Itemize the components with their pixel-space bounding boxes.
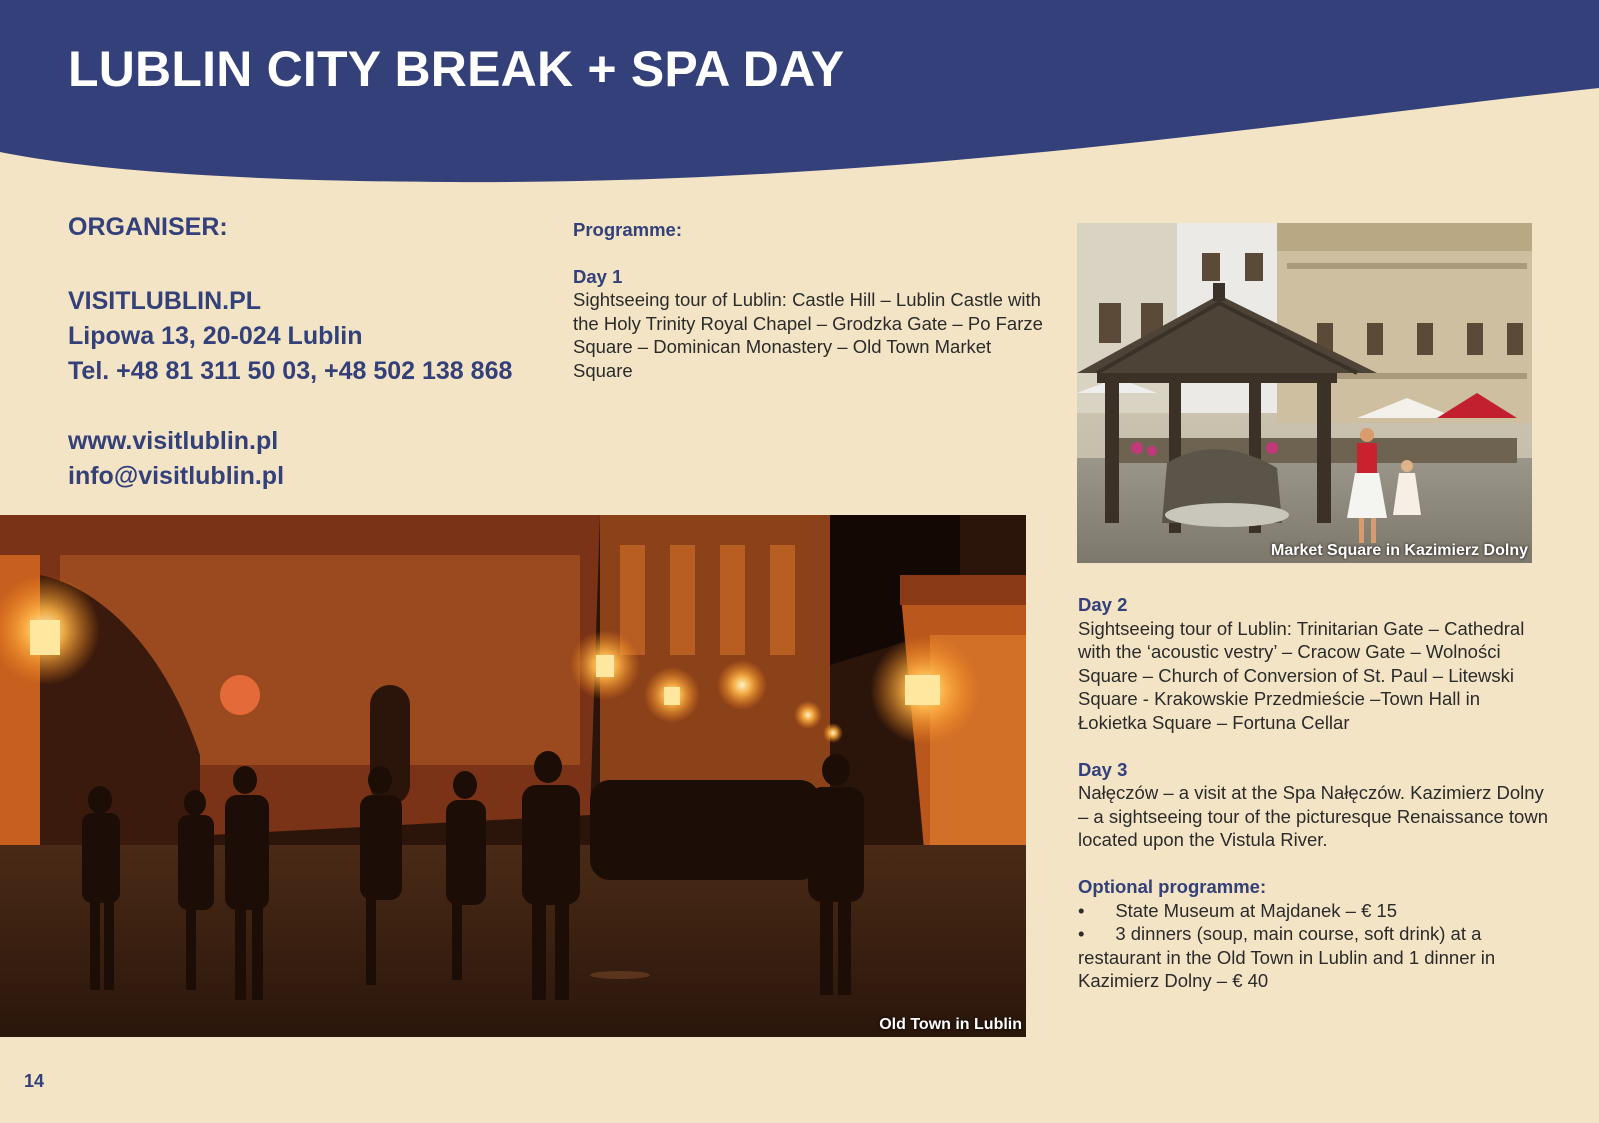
old-town-photo-caption: Old Town in Lublin bbox=[879, 1016, 1022, 1033]
programme-heading: Programme: bbox=[573, 219, 682, 240]
old-town-image bbox=[0, 515, 1026, 1037]
day-title: Day 2 bbox=[1078, 594, 1128, 615]
market-square-photo bbox=[1077, 223, 1532, 563]
optional-title: Optional programme: bbox=[1078, 876, 1267, 897]
optional-item: • State Museum at Majdanek – € 15 bbox=[1078, 899, 1398, 921]
day-text: Sightseeing tour of Lublin: Trinitarian Gate – Cathedral with the ‘acoustic vestry’ – Cracow Gate – Wolności Square – Church of Conversion of St. Paul – Litewski Square - Krakowskie Przedmieście –Town Hall in Łokietka Square – Fortuna Cellar bbox=[1078, 617, 1525, 733]
organiser-phone: Tel. +48 81 311 50 03, +48 502 138 868 bbox=[68, 357, 513, 385]
page-number: 14 bbox=[24, 1071, 45, 1091]
market-photo-caption: Market Square in Kazimierz Dolny bbox=[1271, 542, 1528, 559]
day-3 bbox=[1078, 758, 1548, 852]
organiser-section bbox=[68, 213, 512, 494]
organiser-email-link[interactable]: info@visitlublin.pl bbox=[68, 462, 285, 490]
programme-section bbox=[573, 218, 1043, 406]
day-1 bbox=[573, 265, 1043, 383]
day-title: Day 3 bbox=[1078, 758, 1128, 780]
optional-programme bbox=[1078, 875, 1548, 993]
day-2 bbox=[1078, 593, 1548, 734]
organiser-address: Lipowa 13, 20-024 Lublin bbox=[68, 322, 363, 350]
old-town-photo bbox=[0, 515, 1026, 1037]
day-text: Nałęczów – a visit at the Spa Nałęczów. Kazimierz Dolny – a sightseeing tour of the picturesque Renaissance town located upon the Vistula River. bbox=[1078, 782, 1548, 850]
page-title: LUBLIN CITY BREAK + SPA DAY bbox=[68, 41, 845, 97]
market-square-image bbox=[1077, 223, 1532, 563]
programme-continued bbox=[1078, 593, 1548, 993]
organiser-website-link[interactable]: www.visitlublin.pl bbox=[68, 427, 279, 455]
organiser-label: ORGANISER: bbox=[68, 213, 228, 241]
organiser-name: VISITLUBLIN.PL bbox=[68, 287, 262, 315]
day-text: Sightseeing tour of Lublin: Castle Hill – Lublin Castle with the Holy Trinity Royal Chapel – Grodzka Gate – Po Farze Square – Dominican Monastery – Old Town Market Square bbox=[573, 289, 1043, 381]
day-title: Day 1 bbox=[573, 265, 623, 287]
optional-item: • 3 dinners (soup, main course, soft drink) at a restaurant in the Old Town in Lublin and 1 dinner in Kazimierz Dolny – € 40 bbox=[1078, 923, 1496, 991]
